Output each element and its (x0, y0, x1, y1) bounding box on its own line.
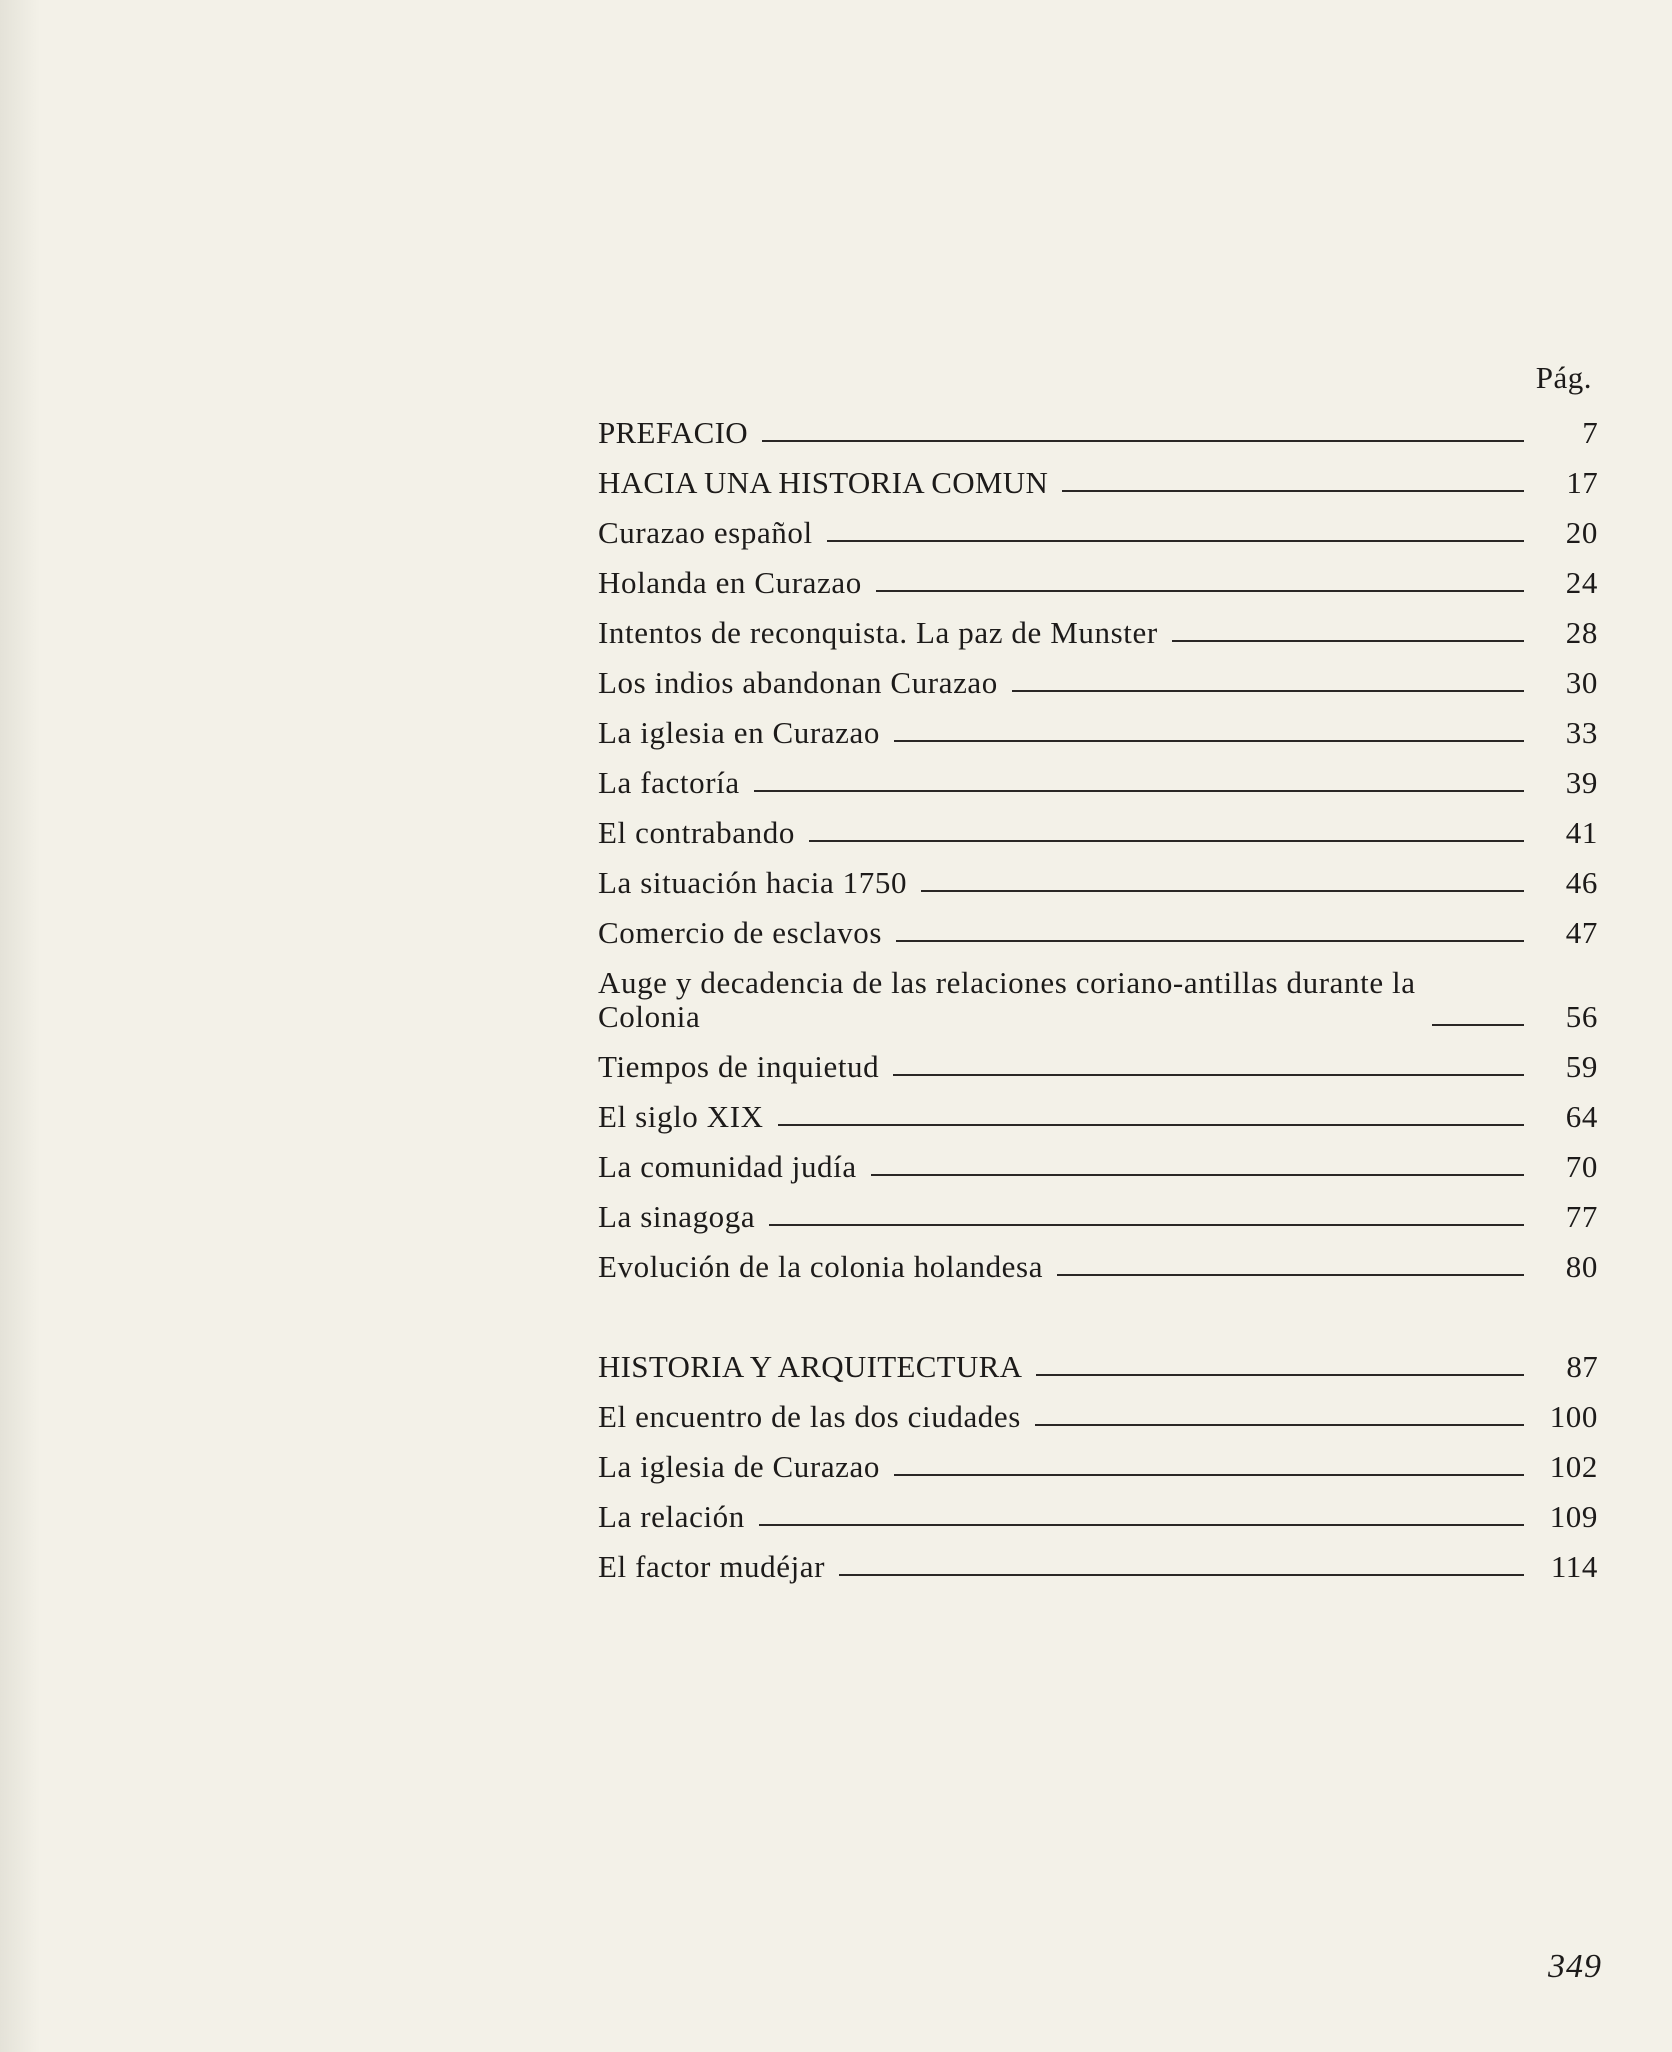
toc-entry (598, 850, 1598, 900)
toc-entry-page: 64 (1565, 1099, 1598, 1134)
toc-entry-page: 56 (1565, 999, 1598, 1034)
section-gap (598, 1284, 1598, 1334)
toc-leader-line (1432, 1024, 1524, 1026)
toc-entry (598, 1484, 1598, 1534)
toc-leader-line (762, 440, 1524, 442)
toc-entry-page: 109 (1549, 1499, 1598, 1534)
toc-entry-title: La situación hacia 1750 (598, 865, 908, 900)
toc-entry-page: 17 (1566, 465, 1598, 500)
toc-entries (598, 400, 1598, 1584)
toc-entry-title: HISTORIA Y ARQUITECTURA (598, 1349, 1023, 1384)
toc-entry-title: El encuentro de las dos ciudades (598, 1399, 1021, 1434)
toc-entry (598, 1334, 1598, 1384)
toc-entry-title: El contrabando (598, 815, 795, 850)
toc-leader-line (896, 940, 1524, 942)
toc-entry-title: HACIA UNA HISTORIA COMUN (598, 465, 1049, 500)
toc-entry-page: 77 (1565, 1199, 1598, 1234)
toc-entry-page: 47 (1565, 915, 1598, 950)
toc-leader-line (827, 540, 1524, 542)
toc-leader-line (921, 890, 1524, 892)
toc-entry (598, 1034, 1598, 1084)
toc-entry-page: 46 (1565, 865, 1598, 900)
toc-entry-page: 100 (1549, 1399, 1598, 1434)
toc-entry-title: La sinagoga (598, 1199, 756, 1234)
toc-entry-title: Auge y decadencia de las relaciones coriano-antillas durante la Colonia (598, 965, 1416, 1034)
toc-entry (598, 650, 1598, 700)
toc-leader-line (1012, 690, 1524, 692)
page-edge-shadow (0, 0, 40, 2052)
toc-entry (598, 1184, 1598, 1234)
toc-leader-line (871, 1174, 1524, 1176)
toc-leader-line (1172, 640, 1524, 642)
toc-entry-page: 20 (1565, 515, 1598, 550)
toc-entry-page: 33 (1565, 715, 1598, 750)
toc-entry-title: Evolución de la colonia holandesa (598, 1249, 1044, 1284)
toc-entry (598, 900, 1598, 950)
toc-leader-line (1062, 490, 1524, 492)
toc-entry-page: 28 (1565, 615, 1598, 650)
toc-entry-page: 30 (1565, 665, 1598, 700)
page-column-header: Pág. (1535, 360, 1592, 395)
toc-entry (598, 750, 1598, 800)
toc-entry (598, 1234, 1598, 1284)
toc-entry (598, 1134, 1598, 1184)
toc-leader-line (1036, 1374, 1524, 1376)
toc-leader-line (759, 1524, 1524, 1526)
toc-leader-line (894, 1474, 1524, 1476)
toc-entry-title: Curazao español (598, 515, 813, 550)
toc-leader-line (754, 790, 1524, 792)
toc-entry (598, 600, 1598, 650)
toc-leader-line (894, 740, 1524, 742)
toc-entry-title: La relación (598, 1499, 745, 1534)
toc-leader-line (778, 1124, 1524, 1126)
page-number: 349 (1548, 1948, 1602, 1985)
toc-leader-line (769, 1224, 1524, 1226)
toc-entry (598, 800, 1598, 850)
toc-entry-page: 80 (1565, 1249, 1598, 1284)
toc-leader-line (839, 1574, 1524, 1576)
toc-entry-page: 87 (1566, 1349, 1598, 1384)
toc-entry (598, 400, 1598, 450)
toc-leader-line (1057, 1274, 1524, 1276)
toc-entry (598, 1384, 1598, 1434)
toc-entry-title: Intentos de reconquista. La paz de Munster (598, 615, 1158, 650)
toc-leader-line (809, 840, 1524, 842)
toc-entry-page: 24 (1565, 565, 1598, 600)
toc-entry-page: 102 (1549, 1449, 1598, 1484)
toc-entry-title: La iglesia en Curazao (598, 715, 881, 750)
toc-entry-title: La factoría (598, 765, 740, 800)
toc-entry (598, 450, 1598, 500)
toc-leader-line (1035, 1424, 1524, 1426)
toc-entry (598, 950, 1598, 1034)
toc-entry-title: Tiempos de inquietud (598, 1049, 880, 1084)
toc-entry-title: El factor mudéjar (598, 1549, 826, 1584)
toc-entry-page: 70 (1565, 1149, 1598, 1184)
toc-leader-line (893, 1074, 1524, 1076)
toc-leader-line (876, 590, 1524, 592)
toc-entry-page: 114 (1550, 1549, 1598, 1584)
toc-entry-page: 39 (1565, 765, 1598, 800)
toc-entry (598, 1434, 1598, 1484)
toc-entry-title: PREFACIO (598, 415, 748, 450)
toc-entry (598, 550, 1598, 600)
toc-entry-page: 41 (1565, 815, 1598, 850)
toc-entry (598, 700, 1598, 750)
toc-entry-title: El siglo XIX (598, 1099, 764, 1134)
toc-entry-page: 59 (1565, 1049, 1598, 1084)
toc-entry-title: Holanda en Curazao (598, 565, 862, 600)
toc-entry-page: 7 (1582, 415, 1598, 450)
toc-entry-title: Los indios abandonan Curazao (598, 665, 998, 700)
toc-entry (598, 500, 1598, 550)
toc-entry-title: Comercio de esclavos (598, 915, 883, 950)
toc-entry (598, 1084, 1598, 1134)
toc-entry-title: La comunidad judía (598, 1149, 857, 1184)
toc-entry (598, 1534, 1598, 1584)
toc-entry-title: La iglesia de Curazao (598, 1449, 881, 1484)
